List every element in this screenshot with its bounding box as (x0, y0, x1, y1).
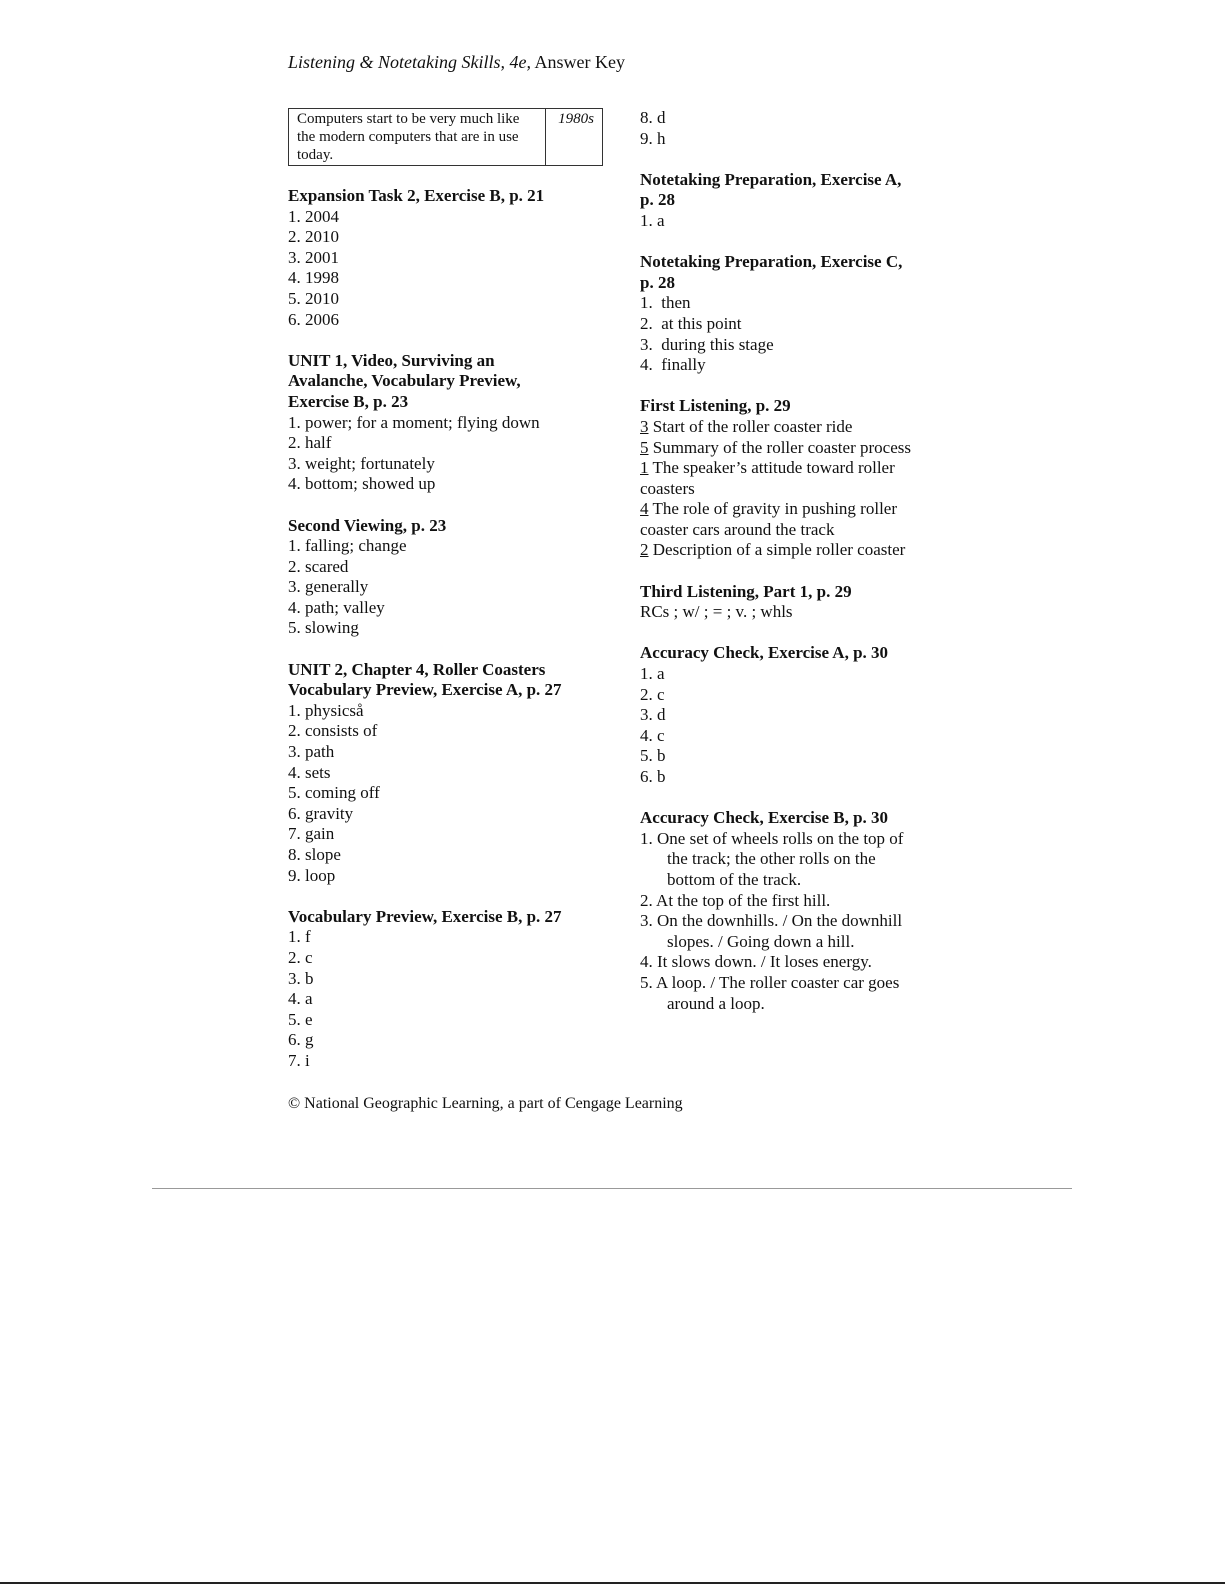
order-text: Start of the roller coaster ride (648, 416, 853, 436)
section-heading: UNIT 1, Video, Surviving an (288, 350, 495, 370)
timeline-table (288, 108, 603, 166)
list-item: 8. d (640, 108, 666, 127)
section-notetaking-prep-c (640, 252, 940, 376)
order-number: 4 (640, 499, 649, 519)
list-item: 1. a (640, 210, 665, 230)
order-number: 5 (640, 437, 649, 457)
list-item: 4. It slows down. / It loses energy. (640, 952, 872, 972)
table-row (289, 109, 603, 166)
continued-list (640, 108, 940, 149)
list-item: 3. d (640, 705, 666, 725)
list-item: 7. gain (288, 824, 335, 844)
list-item: 3. generally (288, 577, 369, 597)
order-text: Summary of the roller coaster process (648, 437, 911, 457)
list-item: 1. a (640, 664, 665, 684)
section-heading: Third Listening, Part 1, p. 29 (640, 581, 852, 601)
section-unit1-video (288, 351, 618, 495)
section-accuracy-check-b (640, 808, 940, 1014)
list-item: 2. c (288, 947, 313, 967)
list-item: 3. b (288, 968, 314, 988)
section-heading: Exercise B, p. 23 (288, 391, 409, 411)
list-item: 2. scared (288, 556, 349, 576)
list-item: 2. 2010 (288, 227, 339, 247)
list-item: 4. path; valley (288, 597, 385, 617)
section-heading: First Listening, p. 29 (640, 396, 791, 416)
list-item: 4. bottom; showed up (288, 474, 436, 494)
list-item: 9. h (640, 128, 666, 148)
section-expansion-task-2 (288, 186, 618, 330)
list-item: 3. On the downhills. / On the downhill slopes. / Going down a hill. (640, 911, 903, 951)
section-heading: Second Viewing, p. 23 (288, 515, 447, 535)
section-heading: UNIT 2, Chapter 4, Roller Coasters (288, 659, 546, 679)
list-item: 5. coming off (288, 783, 380, 803)
list-item: 6. 2006 (288, 309, 339, 329)
section-heading: Notetaking Preparation, Exercise A, (640, 169, 902, 189)
section-heading: Avalanche, Vocabulary Preview, (288, 371, 521, 391)
list-item: 6. gravity (288, 803, 354, 823)
list-item: 4. c (640, 725, 665, 745)
list-item: 2. At the top of the first hill. (640, 890, 831, 910)
section-first-listening (640, 396, 940, 561)
list-item: 1. 2004 (288, 206, 339, 226)
list-item: 2. half (288, 433, 332, 453)
list-item: 5. e (288, 1009, 313, 1029)
list-item: 7. i (288, 1050, 310, 1070)
list-item: 1. One set of wheels rolls on the top of the track; the other rolls on the bottom of the track. (640, 828, 904, 889)
list-item: 1. power; for a moment; flying down (288, 412, 540, 432)
list-item: 1. then (640, 293, 691, 313)
list-item: 2. at this point (640, 313, 742, 333)
list-item: 6. b (640, 767, 666, 786)
list-item: 5. b (640, 746, 666, 766)
header-title-italic: Listening & Notetaking Skills, 4e, (288, 52, 531, 72)
section-heading: Vocabulary Preview, Exercise B, p. 27 (288, 906, 562, 926)
list-item: 9. loop (288, 865, 336, 885)
copyright-footer: © National Geographic Learning, a part of Cengage Learning (288, 1095, 683, 1112)
list-item: 4. sets (288, 762, 331, 782)
page-divider (152, 1188, 1072, 1189)
section-heading: Vocabulary Preview, Exercise A, p. 27 (288, 680, 562, 700)
list-item: 2. consists of (288, 721, 378, 741)
order-number: 3 (640, 416, 649, 436)
list-item: 6. g (288, 1030, 314, 1050)
left-column (288, 108, 618, 1072)
list-item (640, 438, 940, 459)
section-heading: Accuracy Check, Exercise A, p. 30 (640, 643, 889, 663)
list-item: 2. c (640, 684, 665, 704)
list-item: 1. falling; change (288, 536, 407, 556)
list-item: 3. 2001 (288, 247, 339, 267)
section-heading: Notetaking Preparation, Exercise C, (640, 252, 903, 272)
page-header (288, 52, 625, 73)
section-heading: p. 28 (640, 190, 675, 210)
list-item: 1. f (288, 927, 311, 947)
list-item (640, 417, 940, 438)
page-bottom-edge (0, 1582, 1225, 1584)
section-heading: p. 28 (640, 272, 675, 292)
order-text: The speaker’s attitude toward roller coasters (640, 458, 895, 498)
list-item: 5. A loop. / The roller coaster car goes around a loop. (640, 972, 900, 1013)
list-item: 4. a (288, 989, 313, 1009)
list-item: 3. during this stage (640, 334, 774, 354)
section-heading: Expansion Task 2, Exercise B, p. 21 (288, 186, 545, 205)
section-unit2-vocab-a (288, 660, 618, 887)
list-item: 4. 1998 (288, 268, 339, 288)
right-column (640, 108, 940, 1014)
section-accuracy-check-a (640, 643, 940, 787)
section-third-listening (640, 582, 940, 623)
section-second-viewing (288, 516, 618, 640)
order-text: Description of a simple roller coaster (648, 540, 906, 560)
list-item: 5. 2010 (288, 288, 339, 308)
order-text: The role of gravity in pushing roller coaster cars around the track (640, 499, 897, 539)
list-item: 5. slowing (288, 618, 359, 638)
list-item: 1. physicså (288, 700, 364, 720)
table-cell-era: 1980s (546, 109, 603, 166)
order-number: 2 (640, 540, 649, 560)
list-item: 3. weight; fortunately (288, 453, 435, 473)
list-item: 8. slope (288, 845, 341, 864)
section-notetaking-prep-a (640, 170, 940, 232)
list-item (640, 499, 922, 540)
list-item (640, 540, 940, 561)
section-heading: Accuracy Check, Exercise B, p. 30 (640, 808, 889, 828)
section-vocab-b (288, 907, 618, 1072)
list-item: 4. finally (640, 355, 706, 375)
order-number: 1 (640, 458, 649, 478)
header-title-plain: Answer Key (530, 52, 625, 72)
list-item: RCs ; w/ ; = ; v. ; whls (640, 602, 793, 622)
table-cell-description: Computers start to be very much like the modern computers that are in use today. (289, 109, 546, 166)
list-item (640, 458, 922, 499)
list-item: 3. path (288, 742, 335, 762)
